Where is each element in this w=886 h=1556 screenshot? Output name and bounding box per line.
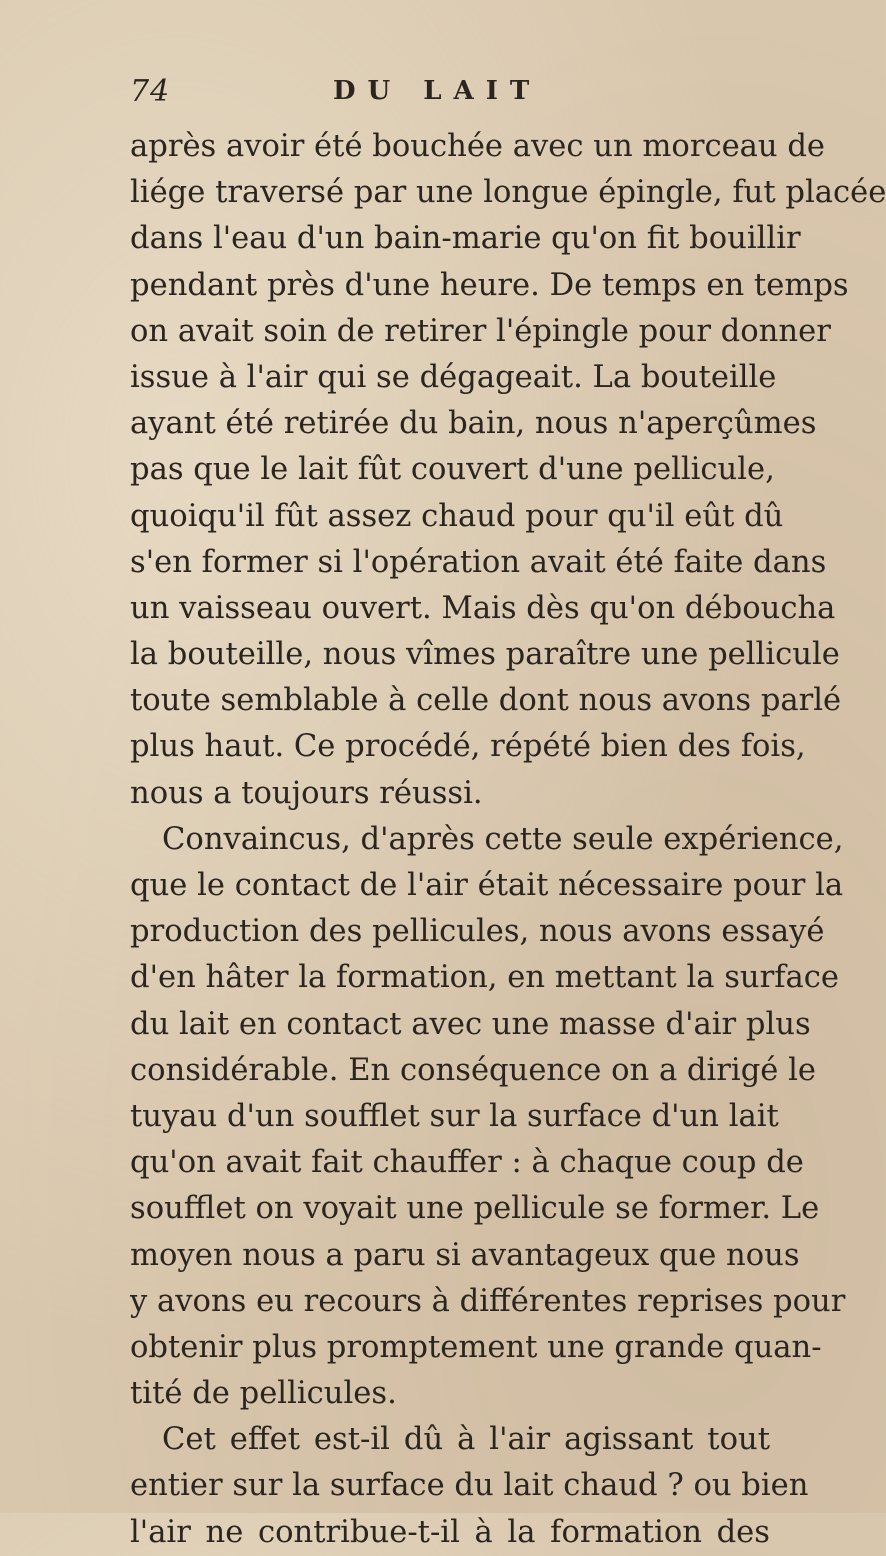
- body-text: [130, 124, 886, 1556]
- running-title: DU LAIT: [333, 76, 542, 106]
- text-line: Convaincus, d'après cette seule expérience,: [162, 821, 844, 857]
- text-line: entier sur la surface du lait chaud ? ou bien: [130, 1468, 809, 1504]
- page-number: 74: [130, 74, 171, 109]
- text-line: qu'on avait fait chauffer : à chaque coup de: [130, 1145, 804, 1181]
- text-line: s'en former si l'opération avait été faite dans: [130, 544, 827, 580]
- text-line: on avait soin de retirer l'épingle pour donner: [130, 313, 831, 349]
- text-line: issue à l'air qui se dégageait. La bouteille: [130, 359, 777, 395]
- text-line: nous a toujours réussi.: [130, 775, 483, 811]
- text-line: tité de pellicules.: [130, 1376, 397, 1412]
- text-line: soufflet on voyait une pellicule se former. Le: [130, 1191, 820, 1227]
- text-line: pendant près d'une heure. De temps en temps: [130, 267, 849, 303]
- text-line: plus haut. Ce procédé, répété bien des fois,: [130, 729, 806, 765]
- text-line: ayant été retirée du bain, nous n'aperçûmes: [130, 406, 817, 442]
- text-line: du lait en contact avec une masse d'air plus: [130, 1006, 811, 1042]
- text-line: moyen nous a paru si avantageux que nous: [130, 1237, 800, 1273]
- text-line: la bouteille, nous vîmes paraître une pellicule: [130, 637, 840, 673]
- text-line: tuyau d'un soufflet sur la surface d'un lait: [130, 1098, 779, 1134]
- text-line: que le contact de l'air était nécessaire pour la: [130, 868, 844, 903]
- text-line: pas que le lait fût couvert d'une pellicule,: [130, 452, 775, 488]
- text-line: Cet effet est-il dû à l'air agissant tout: [162, 1422, 770, 1458]
- text-line: après avoir été bouchée avec un morceau de: [130, 129, 826, 164]
- text-line: considérable. En conséquence on a dirigé le: [130, 1052, 816, 1088]
- text-line: liége traversé par une longue épingle, fut placée: [130, 175, 886, 211]
- text-line: quoiqu'il fût assez chaud pour qu'il eût dû: [130, 498, 784, 534]
- text-line: toute semblable à celle dont nous avons parlé: [130, 683, 842, 719]
- text-line: y avons eu recours à différentes reprises pour: [130, 1283, 846, 1319]
- text-line: un vaisseau ouvert. Mais dès qu'on déboucha: [130, 590, 836, 626]
- running-head: [130, 74, 770, 114]
- text-line: production des pellicules, nous avons essayé: [130, 914, 825, 950]
- text-line: dans l'eau d'un bain-marie qu'on fit bouillir: [130, 221, 801, 257]
- text-line: l'air ne contribue-t-il à la formation des: [130, 1514, 770, 1550]
- text-line: d'en hâter la formation, en mettant la surface: [130, 960, 840, 996]
- text-line: obtenir plus promptement une grande quan-: [130, 1329, 822, 1365]
